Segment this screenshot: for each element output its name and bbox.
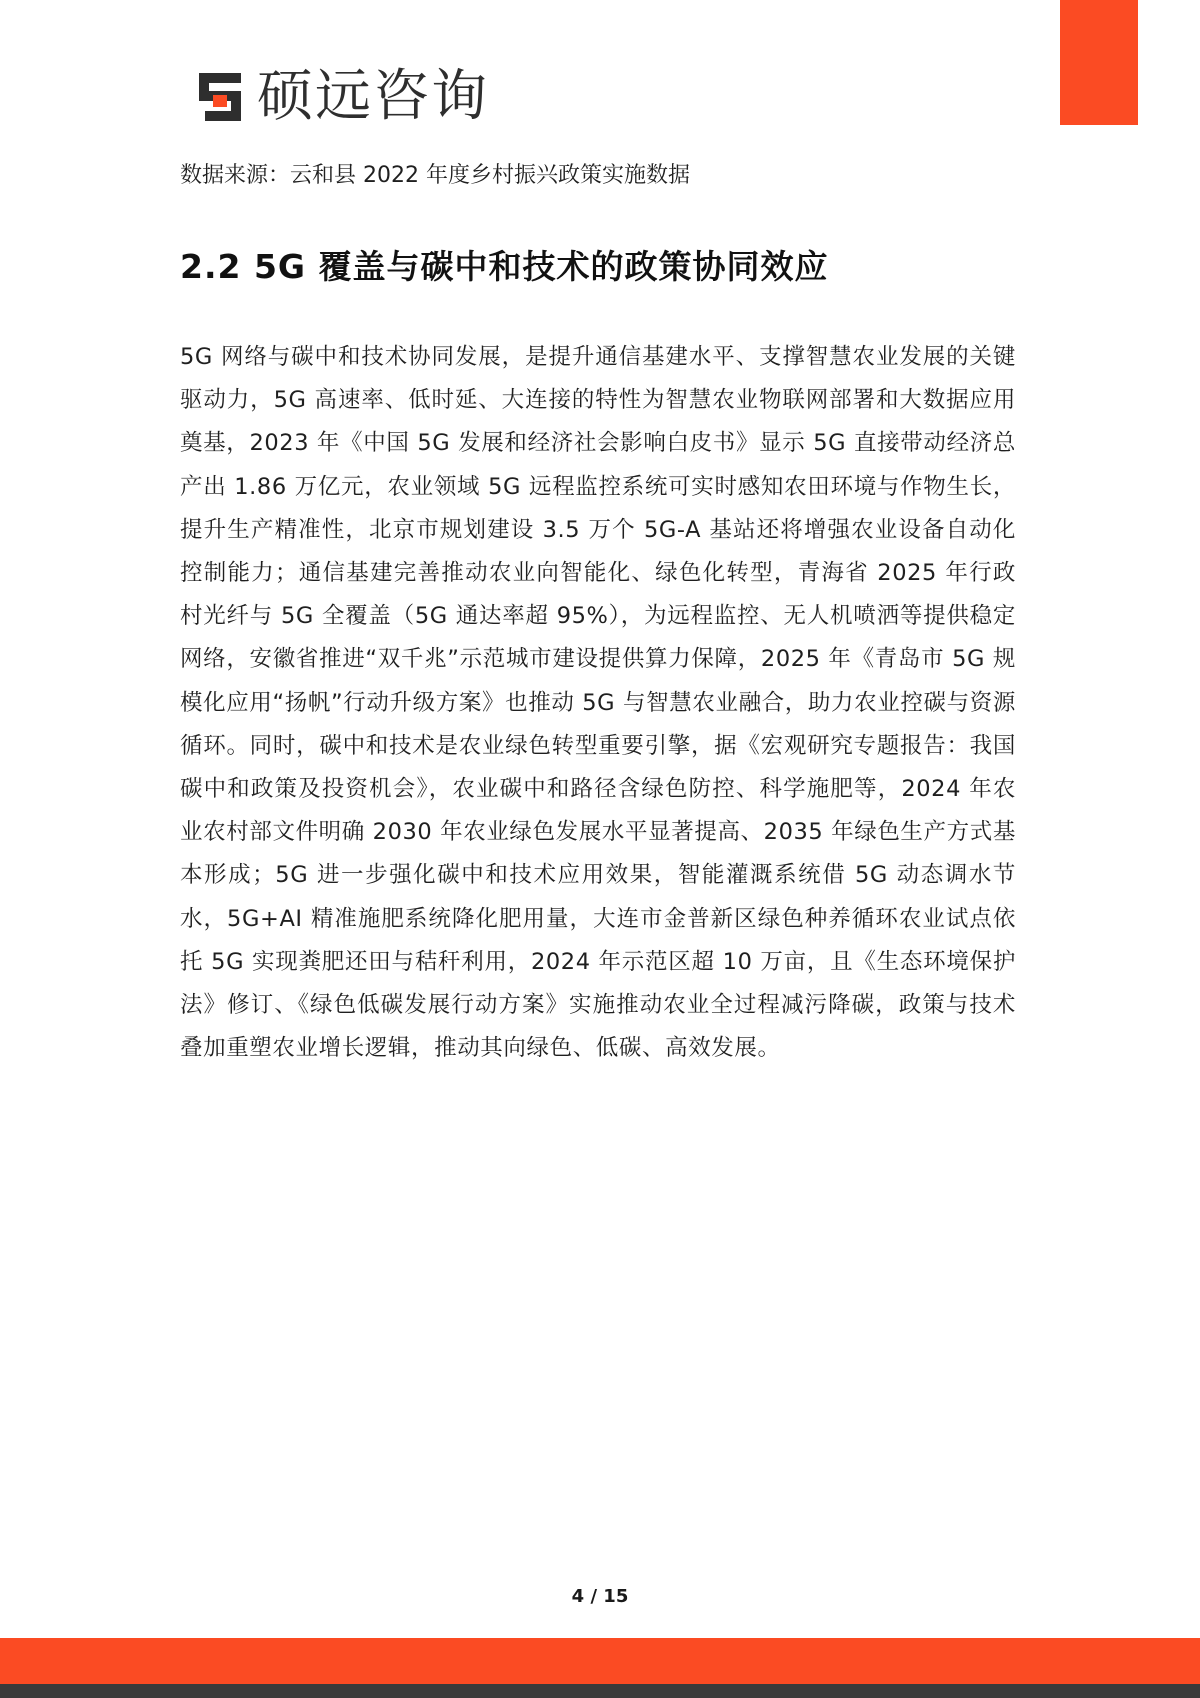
corner-accent-tab — [1060, 0, 1138, 125]
brand-logo-icon — [195, 69, 251, 125]
brand-logo — [195, 66, 489, 128]
data-source-note: 数据来源：云和县 2022 年度乡村振兴政策实施数据 — [180, 163, 690, 188]
footer-dark-strip — [0, 1684, 1200, 1698]
brand-name: 硕远咨询 — [257, 64, 489, 129]
footer-accent-bar — [0, 1638, 1200, 1684]
section-heading: 2.2 5G 覆盖与碳中和技术的政策协同效应 — [180, 247, 829, 286]
body-paragraph: 5G 网络与碳中和技术协同发展，是提升通信基建水平、支撑智慧农业发展的关键驱动力，5G 高速率、低时延、大连接的特性为智慧农业物联网部署和大数据应用奠基，2023 年《中国 5G 发展和经济社会影响白皮书》显示 5G 直接带动经济总产出 1.86 万亿元，农业领域 5G 远程监控系统可实时感知农田环境与作物生长，提升生产精准性，北京市规划建设 3.5 万个 5G-A 基站还将增强农业设备自动化控制能力；通信基建完善推动农业向智能化、绿色化转型，青海省 2025 年行政村光纤与 5G 全覆盖（5G 通达率超 95%），为远程监控、无人机喷洒等提供稳定网络，安徽省推进“双千兆”示范城市建设提供算力保障，2025 年《青岛市 5G 规模化应用“扬帆”行动升级方案》也推动 5G 与智慧农业融合，助力农业控碳与资源循环。同时，碳中和技术是农业绿色转型重要引擎，据《宏观研究专题报告：我国碳中和政策及投资机会》，农业碳中和路径含绿色防控、科学施肥等，2024 年农业农村部文件明确 2030 年农业绿色发展水平显著提高、2035 年绿色生产方式基本形成；5G 进一步强化碳中和技术应用效果，智能灌溉系统借 5G 动态调水节水，5G+AI 精准施肥系统降化肥用量，大连市金普新区绿色种养循环农业试点依托 5G 实现粪肥还田与秸秆利用，2024 年示范区超 10 万亩，且《生态环境保护法》修订、《绿色低碳发展行动方案》实施推动农业全过程减污降碳，政策与技术叠加重塑农业增长逻辑，推动其向绿色、低碳、高效发展。 — [180, 344, 1016, 1062]
page-number: 4 / 15 — [571, 1586, 629, 1607]
